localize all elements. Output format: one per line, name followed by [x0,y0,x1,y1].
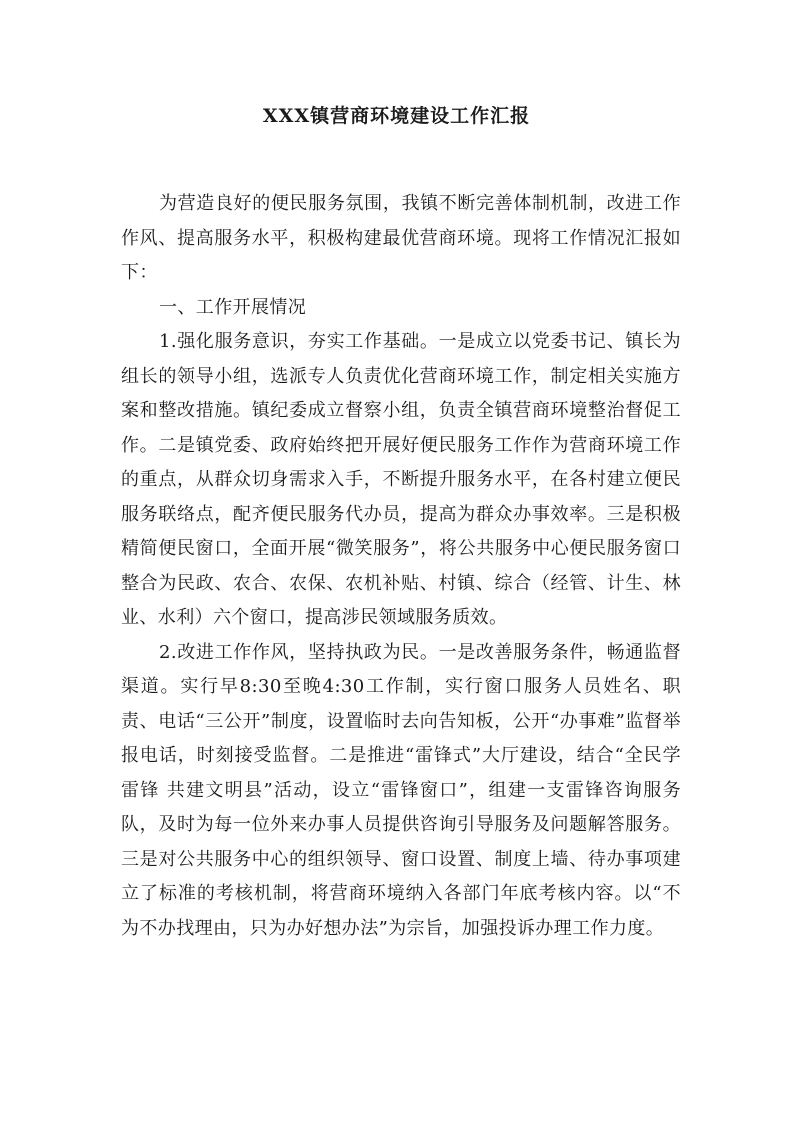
document-body [121,187,681,946]
body-paragraph-1: 1.强化服务意识，夯实工作基础。一是成立以党委书记、镇长为组长的领导小组，选派专人负责优化营商环境工作，制定相关实施方案和整改措施。镇纪委成立督察小组，负责全镇营商环境整治督促工作。二是镇党委、政府始终把开展好便民服务工作作为营商环境工作的重点，从群众切身需求入手，不断提升服务水平，在各村建立便民服务联络点，配齐便民服务代办员，提高为群众办事效率。三是积极精简便民窗口，全面开展“微笑服务”，将公共服务中心便民服务窗口整合为民政、农合、农保、农机补贴、村镇、综合（经管、计生、林业、水利）六个窗口，提高涉民领域服务质效。 [121,331,681,628]
section-heading: 一、工作开展情况 [159,296,307,318]
intro-paragraph: 为营造良好的便民服务氛围，我镇不断完善体制机制，改进工作作风、提高服务水平，积极构建最优营商环境。现将工作情况汇报如下： [121,193,681,283]
document-title: XXX镇营商环境建设工作汇报 [262,105,531,127]
body-paragraph-2: 2.改进工作作风，坚持执政为民。一是改善服务条件，畅通监督渠道。实行早8:30至晚4:30工作制，实行窗口服务人员姓名、职责、电话“三公开”制度，设置临时去向告知板，公开“办事难”监督举报电话，时刻接受监督。二是推进“雷锋式”大厅建设，结合“全民学雷锋 共建文明县”活动，设立“雷锋窗口”，组建一支雷锋咨询服务队，及时为每一位外来办事人员提供咨询引导服务及问题解答服务。三是对公共服务中心的组织领导、窗口设置、制度上墙、待办事项建立了标准的考核机制，将营商环境纳入各部门年底考核内容。以“不为不办找理由，只为办好想办法”为宗旨，加强投诉办理工作力度。 [121,641,681,939]
